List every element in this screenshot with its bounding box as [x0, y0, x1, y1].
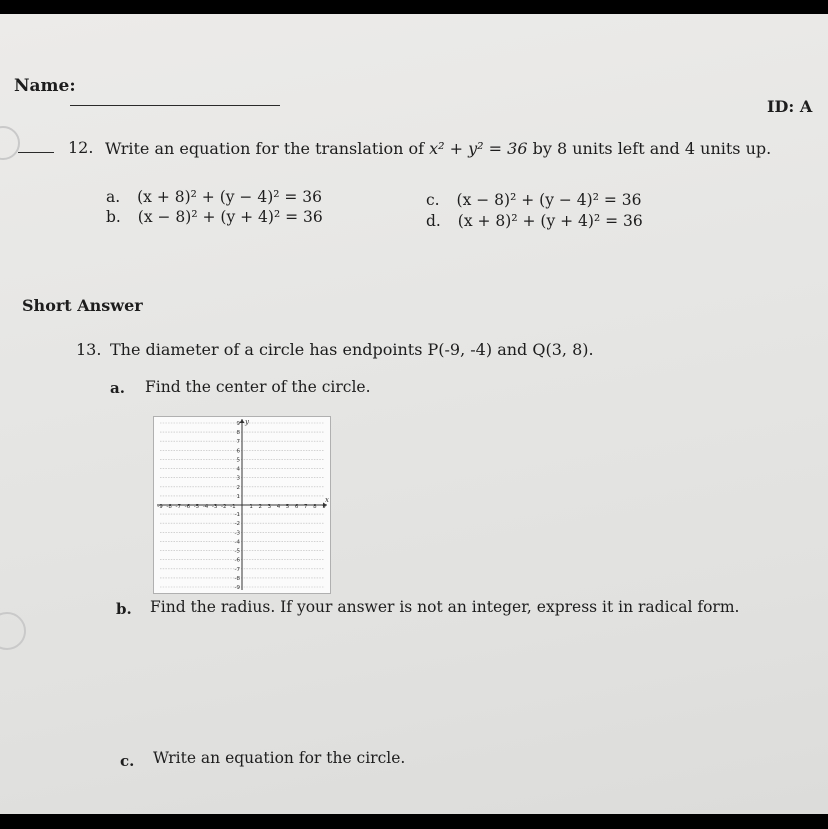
y-tick-label: -6	[234, 557, 240, 564]
question-12-prompt-pre: Write an equation for the translation of	[105, 139, 430, 158]
choice-text: (x + 8)² + (y + 4)² = 36	[457, 212, 643, 230]
x-tick-label: 8	[313, 504, 317, 510]
part-b-text: Find the radius. If your answer is not an integer, express it in radical form.	[150, 598, 740, 616]
y-tick-label: 3	[236, 475, 240, 482]
y-axis-label: y	[245, 418, 249, 426]
choice-text: (x + 8)² + (y − 4)² = 36	[137, 188, 323, 206]
choice-letter: c.	[426, 191, 440, 209]
y-tick-label: -5	[234, 548, 240, 555]
y-tick-label: -3	[234, 530, 240, 537]
part-c-letter: c.	[120, 752, 135, 770]
x-tick-label: -9	[157, 504, 163, 510]
y-tick-label: -4	[234, 539, 240, 546]
y-tick-label: -2	[234, 521, 240, 528]
question-12-prompt	[105, 139, 771, 158]
x-axis-label: x	[325, 496, 329, 504]
choice-text: (x − 8)² + (y − 4)² = 36	[456, 191, 642, 209]
x-tick-label: -2	[221, 504, 227, 510]
part-c-text: Write an equation for the circle.	[153, 749, 406, 767]
coordinate-grid-svg	[154, 417, 330, 593]
choice-letter: b.	[106, 208, 121, 226]
binder-ring-bottom	[0, 612, 26, 650]
choice-letter: a.	[106, 188, 121, 206]
worksheet-page	[0, 14, 828, 814]
y-tick-label: 1	[236, 493, 240, 500]
x-tick-label: 7	[304, 504, 308, 510]
x-tick-label: -3	[211, 504, 218, 510]
x-tick-label: 4	[276, 504, 281, 510]
y-tick-label: -8	[234, 575, 240, 582]
y-tick-label: 6	[236, 448, 240, 455]
y-tick-label: 5	[236, 457, 240, 464]
question-12-prompt-post: by 8 units left and 4 units up.	[527, 139, 772, 158]
y-axis-arrow	[240, 419, 245, 423]
x-tick-label: 6	[294, 504, 299, 510]
id-label: ID: A	[767, 97, 813, 116]
x-tick-label: 1	[249, 504, 253, 510]
choice-a[interactable]	[106, 188, 322, 206]
x-tick-label: -6	[184, 504, 191, 510]
choice-text: (x − 8)² + (y + 4)² = 36	[137, 208, 323, 226]
question-13-prompt: The diameter of a circle has endpoints P(-9, -4) and Q(3, 8).	[110, 340, 594, 359]
choice-b[interactable]	[106, 208, 323, 226]
y-tick-label: -7	[234, 566, 240, 573]
x-tick-label: -8	[166, 504, 172, 510]
name-field-line[interactable]	[70, 105, 280, 106]
binder-ring-top	[0, 126, 20, 160]
y-tick-label: 8	[236, 430, 240, 437]
x-tick-label: -5	[193, 504, 200, 510]
question-13-number: 13.	[76, 340, 102, 359]
y-tick-label: 9	[236, 421, 240, 427]
part-b-letter: b.	[116, 600, 132, 618]
y-tick-label: 7	[236, 439, 240, 446]
choice-c[interactable]	[426, 191, 641, 209]
answer-blank-12[interactable]	[18, 152, 54, 153]
coordinate-grid[interactable]	[153, 416, 331, 594]
y-tick-label: 2	[236, 484, 240, 491]
x-tick-label: 9	[322, 504, 326, 510]
question-12-prompt-equation: x² + y² = 36	[429, 139, 528, 158]
y-tick-label: -1	[234, 512, 240, 519]
y-tick-label: 4	[236, 466, 240, 473]
x-tick-label: -1	[230, 504, 236, 510]
x-tick-label: 2	[258, 504, 262, 510]
part-a-letter: a.	[110, 379, 125, 397]
name-label: Name:	[14, 76, 76, 96]
choice-letter: d.	[426, 212, 441, 230]
x-tick-label: -4	[202, 504, 209, 510]
x-tick-label: 3	[267, 504, 272, 510]
y-tick-label: -9	[234, 585, 240, 591]
section-title: Short Answer	[22, 296, 143, 315]
x-tick-label: 5	[285, 504, 290, 510]
x-tick-label: -7	[175, 504, 181, 510]
question-12-number: 12.	[68, 138, 94, 157]
choice-d[interactable]	[426, 212, 643, 230]
part-a-text: Find the center of the circle.	[145, 378, 371, 396]
